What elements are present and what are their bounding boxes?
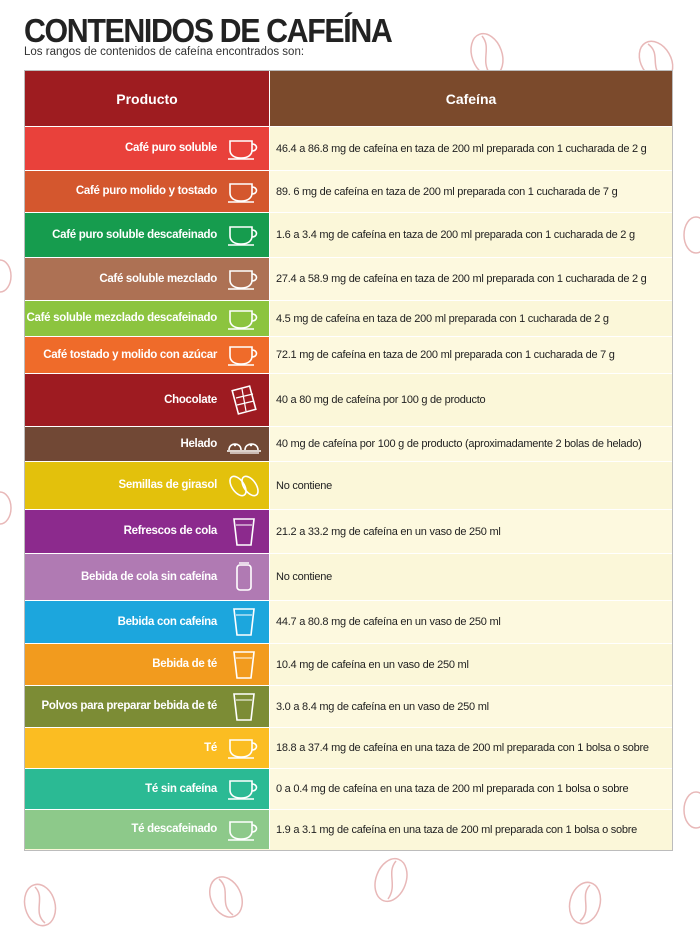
coffee-cup-icon	[225, 305, 263, 333]
product-label: Café soluble mezclado	[99, 272, 217, 285]
coffee-bean-icon	[0, 258, 14, 294]
coffee-cup-icon	[225, 135, 263, 163]
product-cell	[25, 337, 270, 373]
product-label: Polvos para preparar bebida de té	[41, 700, 217, 712]
product-cell	[25, 644, 270, 685]
caffeine-value: No contiene	[276, 479, 332, 492]
table-row	[25, 337, 672, 374]
product-cell	[25, 462, 270, 509]
chocolate-bar-icon	[225, 386, 263, 414]
caffeine-value: 40 a 80 mg de cafeína por 100 g de producto	[276, 394, 486, 406]
table-row	[25, 462, 672, 510]
coffee-cup-icon	[225, 178, 263, 206]
table-row	[25, 427, 672, 462]
caffeine-value: 44.7 a 80.8 mg de cafeína en un vaso de 250 ml	[270, 601, 672, 643]
coffee-bean-icon	[0, 490, 14, 526]
table-row	[25, 644, 672, 686]
caffeine-table	[24, 70, 673, 851]
product-cell	[25, 510, 270, 553]
product-label: Café tostado y molido con azúcar	[43, 348, 217, 361]
coffee-bean-icon	[680, 790, 700, 830]
product-cell	[25, 554, 270, 600]
caffeine-value: 18.8 a 37.4 mg de cafeína en una taza de 200 ml preparada con 1 bolsa o sobre	[276, 742, 649, 754]
coffee-bean-icon	[565, 878, 605, 928]
caffeine-value: 3.0 a 8.4 mg de cafeína en un vaso de 250 ml	[270, 686, 672, 727]
caffeine-value: 21.2 a 33.2 mg de cafeína en un vaso de 250 ml	[270, 510, 672, 553]
caffeine-value: 72.1 mg de cafeína en taza de 200 ml preparada con 1 cucharada de 7 g	[270, 337, 672, 373]
caffeine-value: 46.4 a 86.8 mg de cafeína en taza de 200 ml preparada con 1 cucharada de 2 g	[276, 142, 647, 155]
product-cell	[25, 301, 270, 336]
caffeine-value: 1.9 a 3.1 mg de cafeína en una taza de 200 ml preparada con 1 bolsa o sobre	[276, 823, 638, 836]
table-row	[25, 510, 672, 554]
product-cell	[25, 601, 270, 643]
header-product: Producto	[25, 71, 270, 126]
coffee-bean-icon	[206, 872, 246, 922]
coffee-cup-icon	[225, 341, 263, 369]
tea-cup-icon	[225, 775, 263, 803]
product-label: Café soluble mezclado descafeinado	[26, 312, 217, 324]
glass-icon	[225, 651, 263, 679]
caffeine-value: 27.4 a 58.9 mg de cafeína en taza de 200 ml preparada con 1 cucharada de 2 g	[270, 258, 672, 300]
product-cell	[25, 127, 270, 170]
product-cell	[25, 728, 270, 768]
page-subtitle: Los rangos de contenidos de cafeína encontrados son:	[24, 46, 305, 58]
product-cell	[25, 810, 270, 849]
table-row	[25, 213, 672, 258]
glass-icon	[225, 608, 263, 636]
coffee-bean-icon	[680, 215, 700, 255]
caffeine-value: 1.6 a 3.4 mg de cafeína en taza de 200 ml preparada con 1 cucharada de 2 g	[276, 229, 635, 241]
caffeine-value: 89. 6 mg de cafeína en taza de 200 ml preparada con 1 cucharada de 7 g	[270, 171, 672, 212]
product-label: Café puro soluble	[124, 142, 217, 154]
product-label: Chocolate	[164, 393, 217, 406]
table-row	[25, 686, 672, 728]
table-row	[25, 374, 672, 427]
table-row	[25, 301, 672, 337]
caffeine-value: 4.5 mg de cafeína en taza de 200 ml preparada con 1 cucharada de 2 g	[276, 312, 609, 325]
product-label: Café puro soluble descafeinado	[52, 228, 217, 241]
ice-cream-icon	[225, 430, 263, 458]
table-row	[25, 171, 672, 213]
glass-icon	[225, 693, 263, 721]
product-label: Té sin cafeína	[145, 782, 217, 795]
page-title: CONTENIDOS DE CAFEÍNA	[24, 12, 392, 49]
product-label: Café puro molido y tostado	[75, 185, 217, 197]
coffee-bean-icon	[372, 855, 410, 905]
table-row	[25, 728, 672, 769]
coffee-cup-icon	[225, 265, 263, 293]
product-label: Té descafeinado	[131, 823, 217, 835]
product-label: Bebida con cafeína	[117, 615, 217, 628]
header-caffeine: Cafeína	[270, 71, 672, 126]
tea-cup-icon	[225, 734, 263, 762]
tea-cup-icon	[225, 816, 263, 844]
table-row	[25, 601, 672, 644]
soda-can-icon	[225, 563, 263, 591]
product-cell	[25, 427, 270, 461]
product-label: Bebida de cola sin cafeína	[80, 570, 217, 583]
caffeine-value: 10.4 mg de cafeína en un vaso de 250 ml	[276, 658, 469, 671]
product-label: Bebida de té	[152, 658, 217, 670]
product-cell	[25, 686, 270, 727]
product-cell	[25, 213, 270, 257]
product-label: Semillas de girasol	[118, 479, 217, 491]
table-row	[25, 769, 672, 810]
caffeine-value: 0 a 0.4 mg de cafeína en una taza de 200 ml preparada con 1 bolsa o sobre	[270, 769, 672, 809]
product-label: Helado	[180, 437, 217, 450]
product-label: Refrescos de cola	[123, 525, 217, 537]
coffee-bean-icon	[20, 880, 60, 930]
product-cell	[25, 769, 270, 809]
caffeine-value: 40 mg de cafeína por 100 g de producto (aproximadamente 2 bolas de helado)	[270, 427, 672, 461]
caffeine-value: No contiene	[276, 571, 332, 583]
product-label: Té	[204, 741, 217, 754]
sunflower-seeds-icon	[225, 472, 263, 500]
product-cell	[25, 258, 270, 300]
table-row	[25, 810, 672, 849]
product-cell	[25, 374, 270, 426]
table-row	[25, 258, 672, 301]
table-row	[25, 127, 672, 171]
glass-icon	[225, 518, 263, 546]
product-cell	[25, 171, 270, 212]
table-row	[25, 554, 672, 601]
table-header	[25, 71, 672, 127]
coffee-cup-icon	[225, 221, 263, 249]
